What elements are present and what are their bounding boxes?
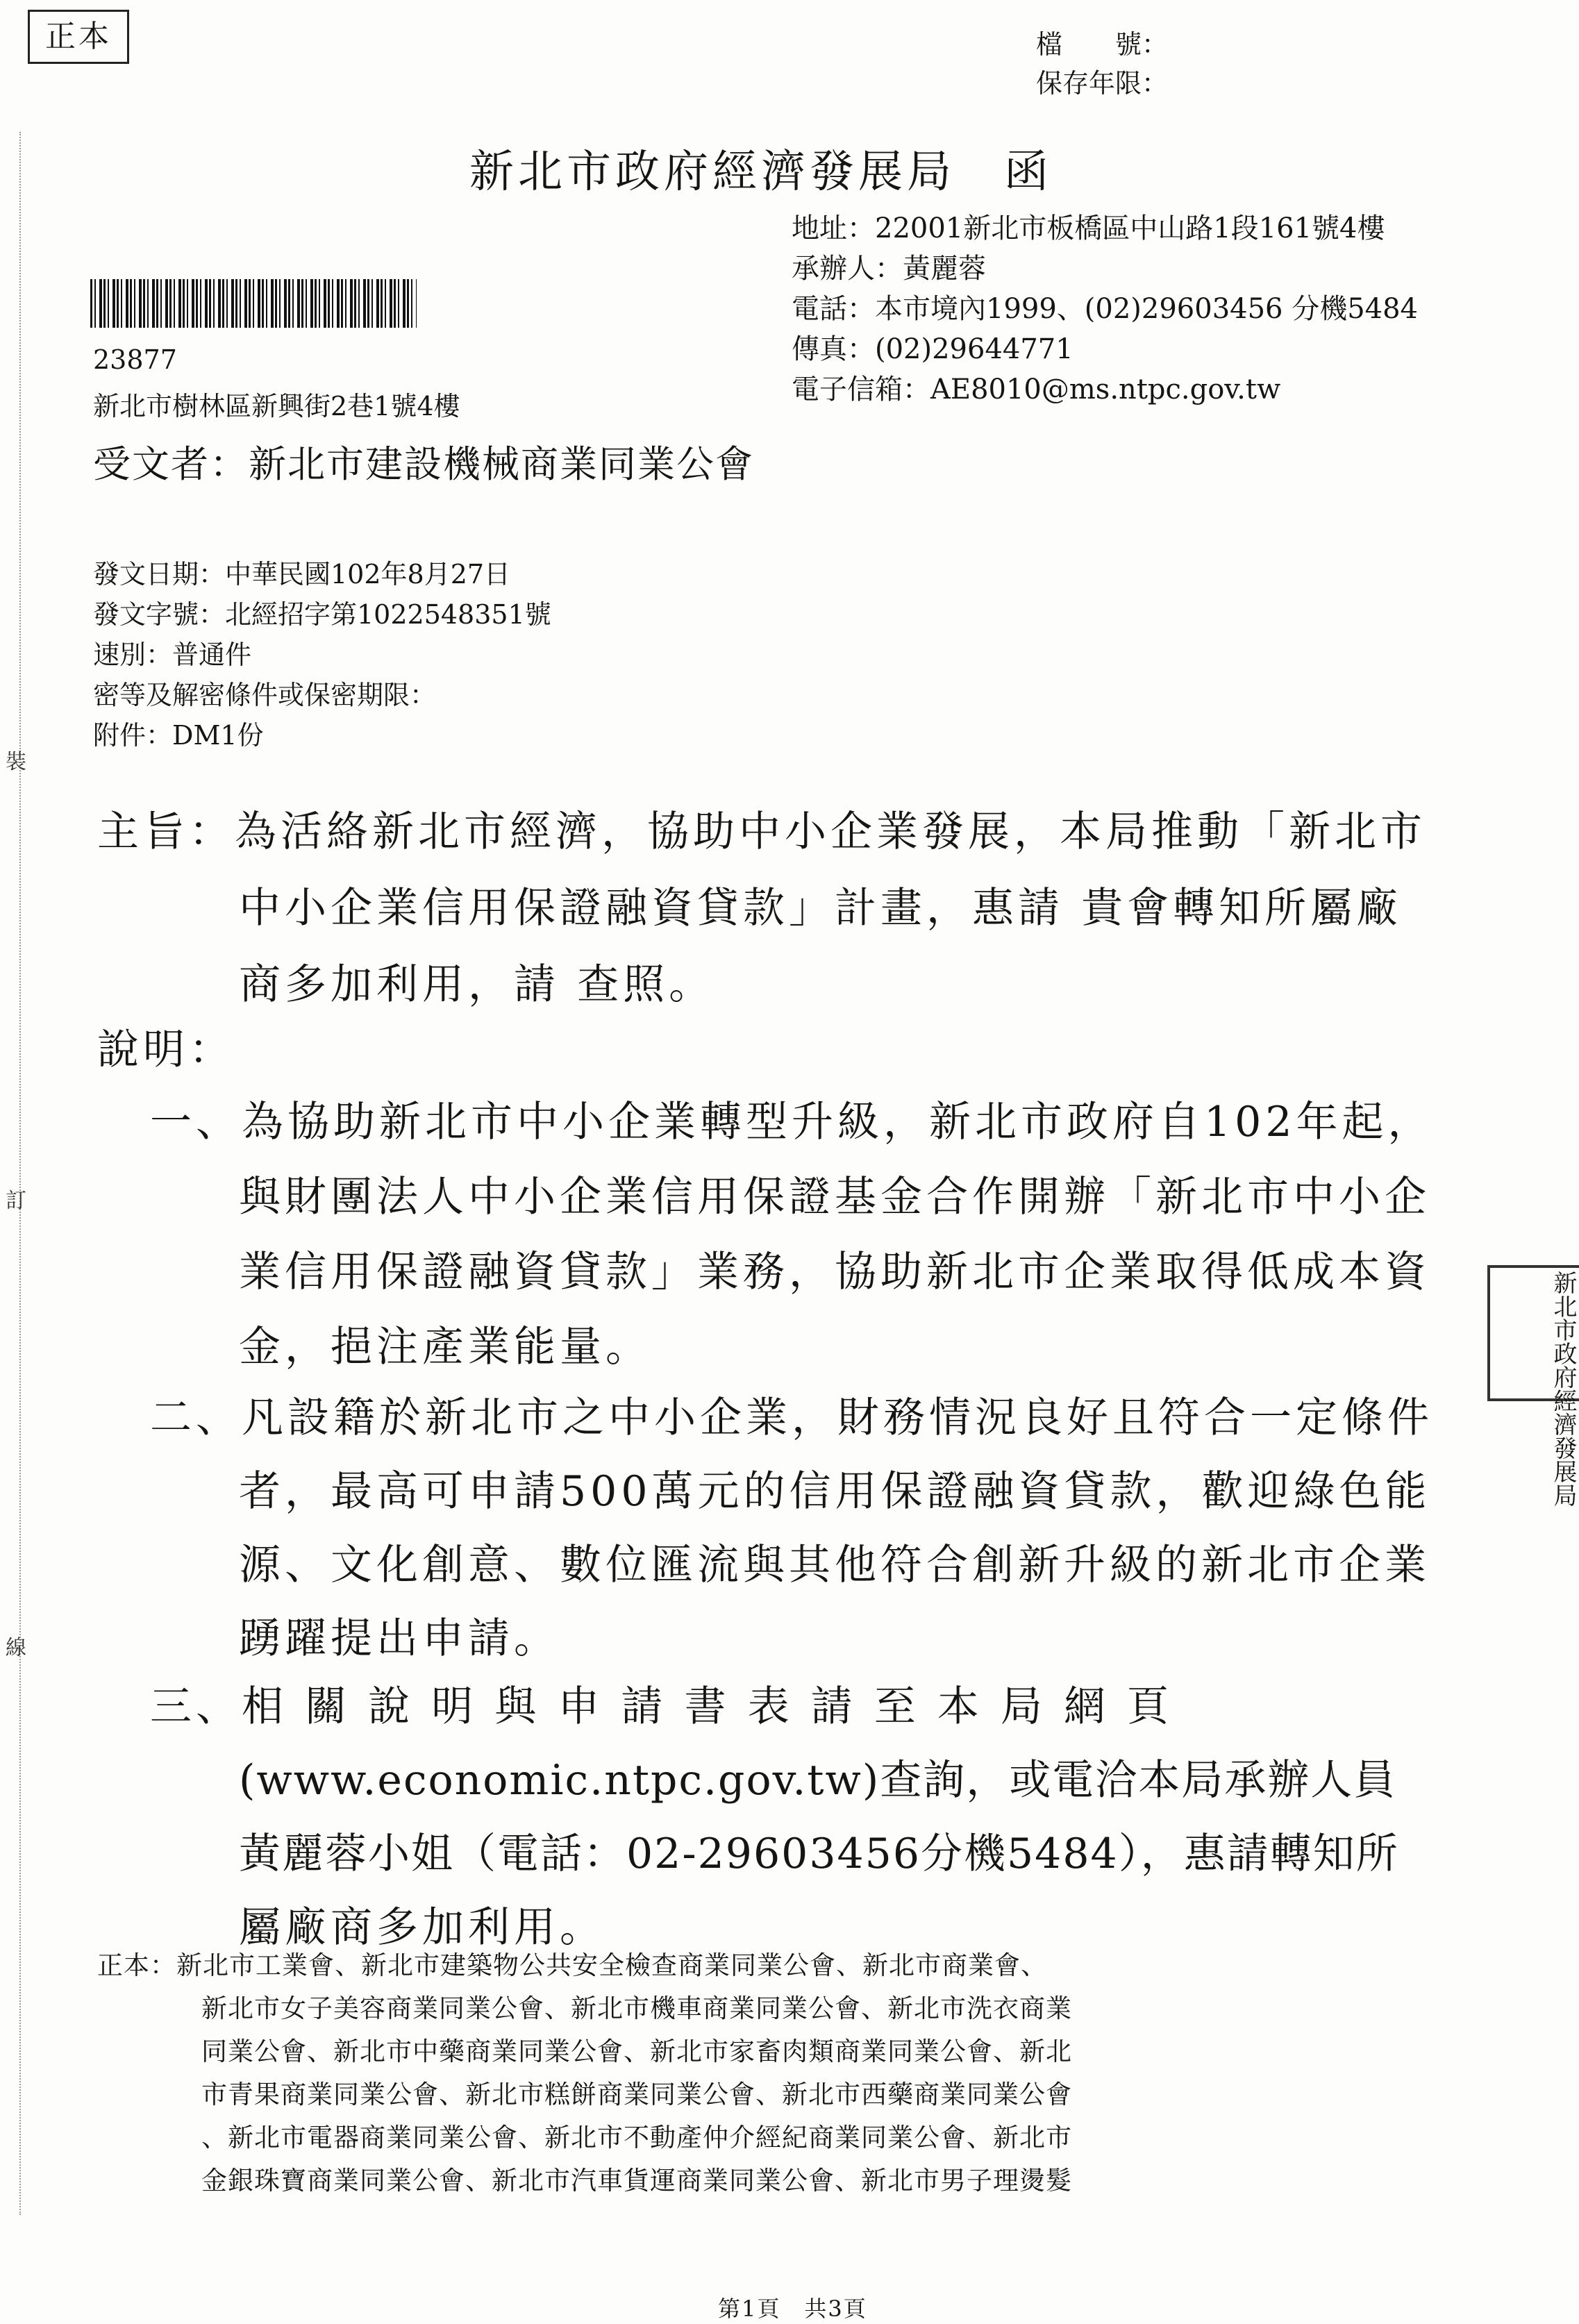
- official-seal: 新北市政府經濟發展局: [1487, 1265, 1579, 1401]
- explanation-label: 說明：: [97, 1026, 235, 1074]
- recipient: 受文者：新北市建設機械商業同業公會: [93, 442, 754, 486]
- subject-line: 商多加利用，請 查照。: [239, 960, 715, 1009]
- cc-line: 金銀珠寶商業同業公會、新北市汽車貨運商業同業公會、新北市男子理燙髮: [201, 2166, 1072, 2196]
- item-line: 一、為協助新北市中小企業轉型升級，新北市政府自102年起，: [150, 1098, 1434, 1146]
- cc-line: 、新北市電器商業同業公會、新北市不動產仲介經紀商業同業公會、新北市: [201, 2123, 1072, 2152]
- item-line: 金，挹注產業能量。: [239, 1323, 651, 1371]
- cc-line: 同業公會、新北市中藥商業同業公會、新北市家畜肉類商業同業公會、新北: [201, 2037, 1072, 2066]
- contact-phone: 電話：本市境內1999、(02)29603456 分機5484: [792, 293, 1419, 325]
- page-number: 第1頁 共3頁: [718, 2296, 867, 2322]
- contact-handler: 承辦人：黃麗蓉: [792, 253, 986, 285]
- retention-label: 保存年限：: [1036, 68, 1169, 99]
- item-line: 者，最高可申請500萬元的信用保證融資貸款，歡迎綠色能: [239, 1467, 1431, 1516]
- cc-line: 新北市女子美容商業同業公會、新北市機車商業同業公會、新北市洗衣商業: [201, 1993, 1072, 2023]
- item-line: 業信用保證融資貸款」業務，協助新北市企業取得低成本資: [239, 1248, 1430, 1296]
- item-line: 黃麗蓉小姐（電話：02-29603456分機5484），惠請轉知所: [239, 1830, 1399, 1878]
- contact-email: 電子信箱：AE8010@ms.ntpc.gov.tw: [792, 374, 1281, 406]
- item-line: 源、文化創意、數位匯流與其他符合創新升級的新北市企業: [239, 1541, 1430, 1589]
- mail-address: 新北市樹林區新興街2巷1號4樓: [93, 391, 460, 421]
- binding-margin-rule: [19, 132, 21, 2215]
- postal-code: 23877: [93, 344, 177, 375]
- item-line: 三、相 關 說 明 與 申 請 書 表 請 至 本 局 網 頁: [150, 1682, 1173, 1731]
- binding-mark: 裝: [6, 750, 26, 774]
- item-line: (www.economic.ntpc.gov.tw)查詢，或電洽本局承辦人員: [239, 1756, 1397, 1805]
- cc-line: 市青果商業同業公會、新北市糕餅商業同業公會、新北市西藥商業同業公會: [201, 2080, 1072, 2109]
- archive-number-label: 檔 號：: [1036, 29, 1169, 60]
- copy-stamp: 正本: [28, 10, 129, 64]
- item-line: 與財團法人中小企業信用保證基金合作開辦「新北市中小企: [239, 1173, 1430, 1221]
- contact-fax: 傳真：(02)29644771: [792, 333, 1073, 365]
- document-title: 新北市政府經濟發展局 函: [469, 147, 1053, 198]
- barcode: [90, 279, 417, 328]
- reference-number: 發文字號：北經招字第1022548351號: [93, 599, 551, 630]
- contact-address: 地址：22001新北市板橋區中山路1段161號4樓: [792, 212, 1385, 244]
- item-line: 屬廠商多加利用。: [239, 1903, 605, 1952]
- item-line: 二、凡設籍於新北市之中小企業，財務情況良好且符合一定條件: [150, 1394, 1433, 1442]
- cc-line: 正本：新北市工業會、新北市建築物公共安全檢查商業同業公會、新北市商業會、: [97, 1950, 1047, 1980]
- speed-class: 速別：普通件: [93, 639, 252, 670]
- issue-date: 發文日期：中華民國102年8月27日: [93, 559, 511, 590]
- subject-line: 主旨：為活絡新北市經濟，協助中小企業發展，本局推動「新北市: [97, 808, 1426, 856]
- attachment: 附件：DM1份: [93, 720, 264, 751]
- binding-mark: 訂: [6, 1189, 26, 1213]
- item-line: 踴躍提出申請。: [239, 1614, 560, 1663]
- subject-line: 中小企業信用保證融資貸款」計畫，惠請 貴會轉知所屬廠: [239, 884, 1403, 933]
- secrecy-level: 密等及解密條件或保密期限：: [93, 680, 437, 710]
- binding-mark: 線: [6, 1636, 26, 1660]
